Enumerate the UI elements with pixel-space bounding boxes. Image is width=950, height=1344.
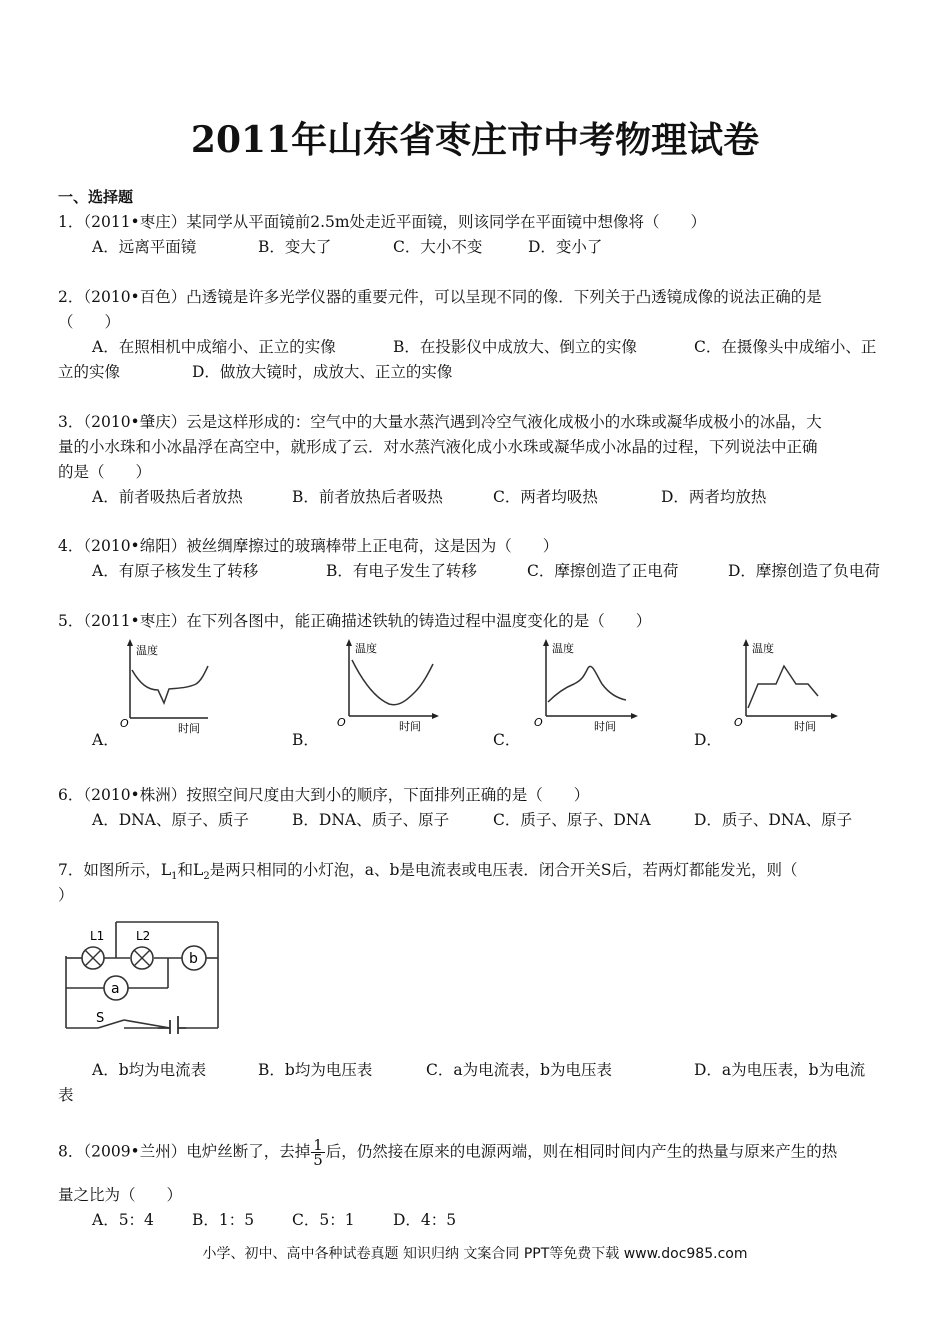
q8-option-a: A．5：4	[92, 1211, 154, 1229]
graph-origin: O	[534, 716, 543, 729]
q3-stem-line3: 的是（ ）	[58, 463, 152, 481]
curve-b	[352, 660, 433, 705]
q7-option-c: C．a为电流表，b为电压表	[426, 1061, 613, 1079]
q2-option-c-line2: 立的实像	[58, 363, 121, 381]
label-l1: L1	[90, 929, 105, 943]
graph-y-label: 温度	[355, 642, 377, 655]
q7-option-b: B．b均为电压表	[258, 1061, 373, 1079]
graph-x-label: 时间	[594, 720, 616, 733]
meter-b-icon	[182, 946, 206, 970]
bulb-l1-icon	[82, 947, 104, 969]
q7-stem-pre: 7．如图所示，L	[58, 861, 172, 879]
q7-stem-line2: ）	[58, 886, 74, 904]
graph-y-label: 温度	[136, 644, 158, 657]
graph-x-label: 时间	[794, 720, 816, 733]
q3-option-a: A．前者吸热后者放热	[92, 488, 243, 506]
y-axis-arrow-icon	[543, 639, 549, 646]
q6-option-a: A．DNA、原子、质子	[92, 811, 249, 829]
q2-stem-line2: （ ）	[58, 313, 121, 331]
q8-option-b: B．1：5	[192, 1211, 255, 1229]
curve-d	[748, 666, 818, 708]
q8-frac-num: 1	[313, 1136, 323, 1154]
q2-stem-line1: 2．（2010•百色）凸透镜是许多光学仪器的重要元件，可以呈现不同的像．下列关于凸透镜成像的说法正确的是	[58, 288, 822, 306]
curve-c	[548, 666, 626, 702]
q3-stem-line2: 量的小水珠和小冰晶浮在高空中，就形成了云．对水蒸汽液化成小水珠或凝华成小冰晶的过程，下列说法中正确	[58, 438, 818, 456]
q8-stem-pre: 8．（2009•兰州）电炉丝断了，去掉	[58, 1142, 311, 1161]
q6-option-d: D．质子、DNA、原子	[694, 811, 853, 829]
graph-y-label: 温度	[552, 642, 574, 655]
y-axis-arrow-icon	[743, 639, 749, 646]
q7-stem-line1	[58, 858, 798, 882]
graph-x-label: 时间	[399, 720, 421, 733]
q1-stem: 1．（2011•枣庄）某同学从平面镜前2.5m处走近平面镜，则该同学在平面镜中想像将（ ）	[58, 213, 707, 231]
q5-graph-c	[530, 636, 640, 736]
graph-origin: O	[734, 716, 743, 729]
curve-a	[132, 666, 208, 703]
q4-option-a: A．有原子核发生了转移	[92, 562, 259, 580]
q7-circuit-diagram	[58, 916, 228, 1034]
q8-stem-post: 后，仍然接在原来的电源两端，则在相同时间内产生的热量与原来产生的热	[325, 1142, 838, 1161]
page-footer: 小学、初中、高中各种试卷真题 知识归纳 文案合同 PPT等免费下载 www.doc985.com	[202, 1246, 748, 1262]
q6-option-c: C．质子、原子、DNA	[493, 811, 651, 829]
q3-option-d: D．两者均放热	[661, 488, 767, 506]
q5-option-b: B．	[292, 731, 319, 749]
q8-option-d: D．4：5	[393, 1211, 457, 1229]
label-l2: L2	[136, 929, 151, 943]
q7-option-d-line2: 表	[58, 1086, 74, 1104]
q5-option-d: D．	[694, 731, 722, 749]
q1-option-a: A．远离平面镜	[92, 238, 197, 256]
q3-option-c: C．两者均吸热	[493, 488, 598, 506]
q5-option-c: C．	[493, 731, 521, 749]
bulb-l2-icon	[131, 947, 153, 969]
q1-option-b: B．变大了	[258, 238, 332, 256]
page-title: 2011年山东省枣庄市中考物理试卷	[190, 119, 760, 161]
q4-option-d: D．摩擦创造了负电荷	[728, 562, 880, 580]
q8-option-c: C．5：1	[292, 1211, 355, 1229]
meter-a-icon	[104, 976, 128, 1000]
q4-option-c: C．摩擦创造了正电荷	[527, 562, 679, 580]
q5-stem: 5．（2011•枣庄）在下列各图中，能正确描述铁轨的铸造过程中温度变化的是（ ）	[58, 612, 652, 630]
q7-stem-post: 是两只相同的小灯泡，a、b是电流表或电压表．闭合开关S后，若两灯都能发光，则（	[209, 861, 798, 879]
x-axis-arrow-icon	[831, 713, 838, 719]
q5-graph-a	[112, 636, 212, 736]
q2-option-d: D．做放大镜时，成放大、正立的实像	[192, 363, 453, 381]
svg-text:b: b	[189, 951, 198, 967]
q6-option-b: B．DNA、质子、原子	[292, 811, 450, 829]
x-axis-arrow-icon	[432, 713, 439, 719]
graph-origin: O	[337, 716, 346, 729]
q7-sub2: 2	[203, 871, 210, 883]
q8-fraction	[311, 1138, 325, 1167]
q4-stem: 4．（2010•绵阳）被丝绸摩擦过的玻璃棒带上正电荷，这是因为（ ）	[58, 537, 559, 555]
y-axis-arrow-icon	[346, 639, 352, 646]
q2-option-b: B．在投影仪中成放大、倒立的实像	[393, 338, 637, 356]
q5-graph-d	[730, 636, 840, 736]
battery-icon	[158, 1016, 186, 1034]
q5-option-a: A．	[92, 731, 119, 749]
q8-frac-den: 5	[313, 1151, 323, 1169]
y-axis-arrow-icon	[127, 639, 133, 646]
graph-x-label: 时间	[178, 722, 200, 735]
graph-y-label: 温度	[752, 642, 774, 655]
x-axis-arrow-icon	[631, 713, 638, 719]
label-s: S	[96, 1011, 105, 1026]
q5-graph-b	[335, 636, 445, 736]
q4-option-b: B．有电子发生了转移	[326, 562, 477, 580]
q3-stem-line1: 3．（2010•肇庆）云是这样形成的：空气中的大量水蒸汽遇到冷空气液化成极小的水珠或凝华成极小的冰晶，大	[58, 413, 822, 431]
graph-origin: O	[120, 717, 129, 730]
q8-stem-line1	[58, 1138, 837, 1167]
q8-stem-line2: 量之比为（ ）	[58, 1186, 183, 1204]
q6-stem: 6．（2010•株洲）按照空间尺度由大到小的顺序，下面排列正确的是（ ）	[58, 786, 590, 804]
q7-sub1: 1	[171, 871, 178, 883]
q1-option-d: D．变小了	[528, 238, 603, 256]
svg-text:a: a	[111, 981, 120, 997]
q1-option-c: C．大小不变	[393, 238, 483, 256]
q2-option-a: A．在照相机中成缩小、正立的实像	[92, 338, 336, 356]
section-heading: 一、选择题	[58, 188, 134, 206]
q7-option-d-line1: D．a为电压表，b为电流	[694, 1061, 866, 1079]
q7-stem-mid: 和L	[177, 861, 204, 879]
q7-option-a: A．b均为电流表	[92, 1061, 207, 1079]
q2-option-c-line1: C．在摄像头中成缩小、正	[694, 338, 877, 356]
q3-option-b: B．前者放热后者吸热	[292, 488, 443, 506]
